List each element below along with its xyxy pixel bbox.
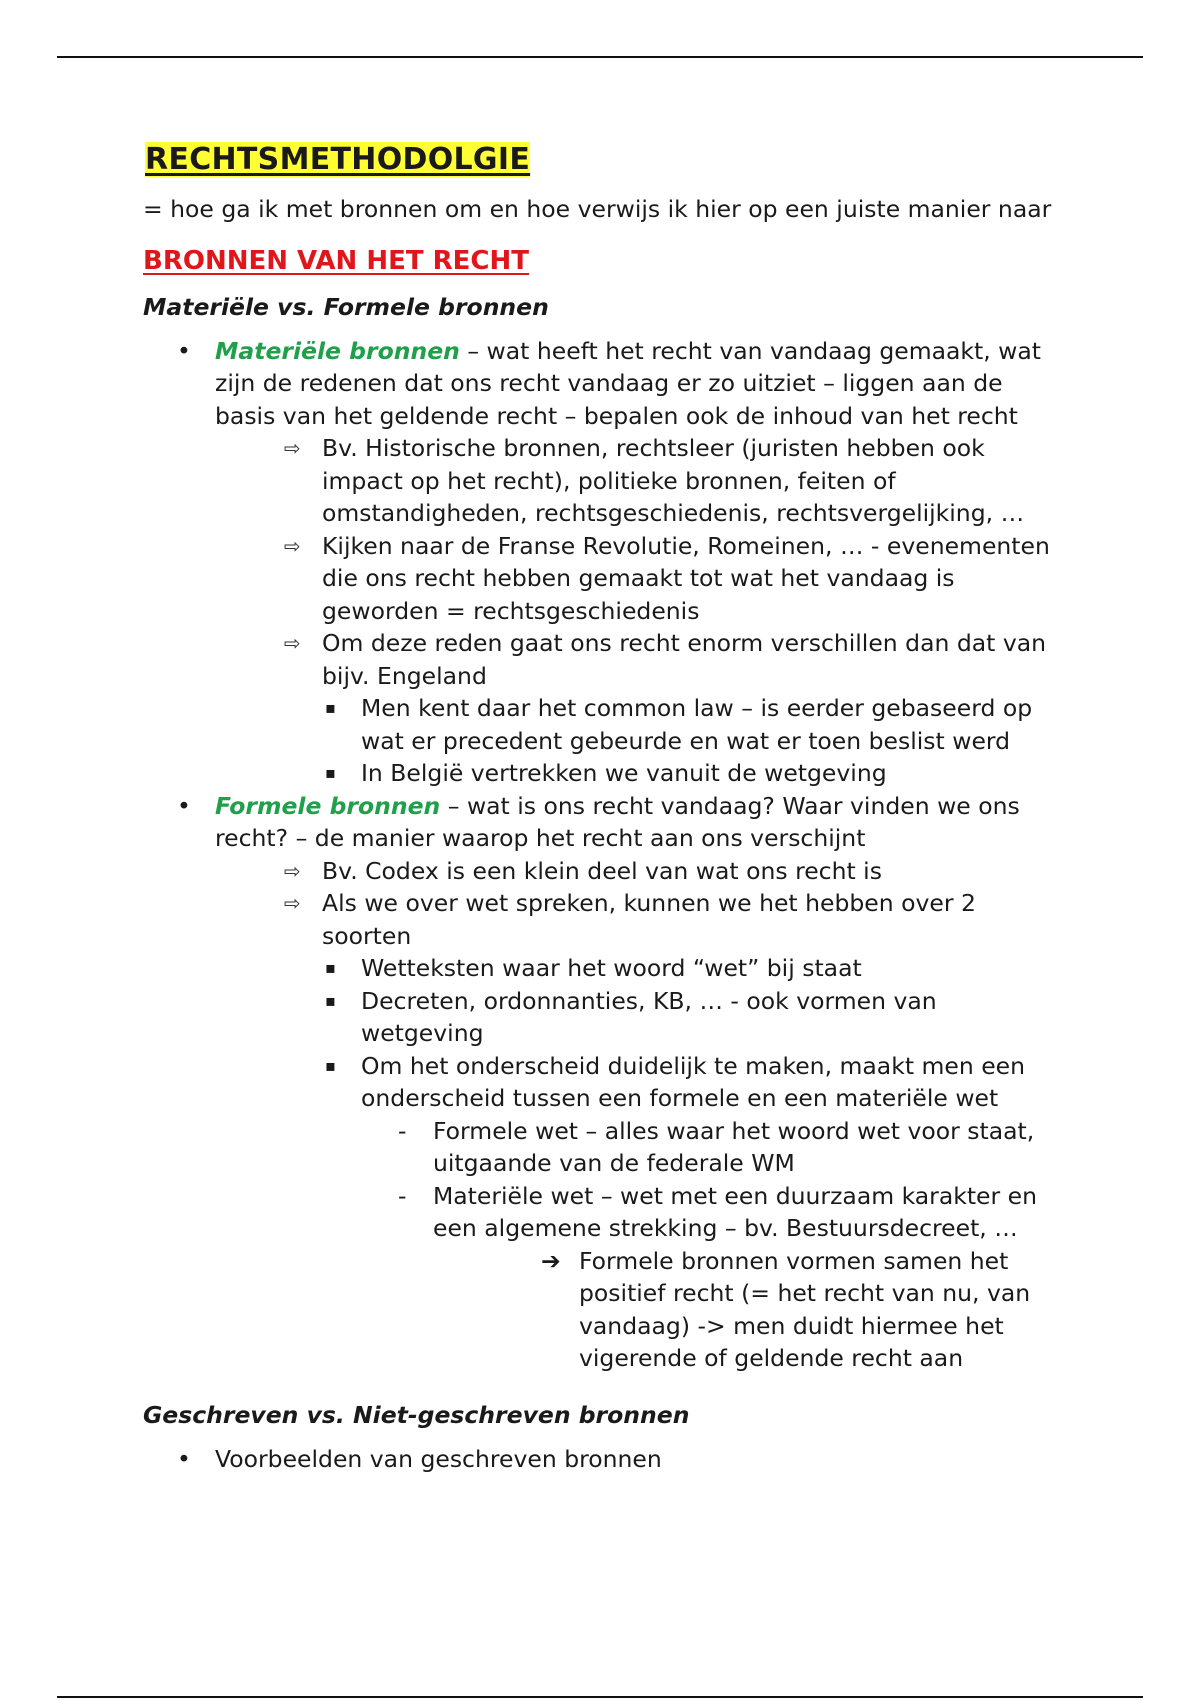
arrow-icon: ⇨ <box>284 436 301 460</box>
list-item <box>143 692 1063 757</box>
page-title: RECHTSMETHODOLGIE <box>145 142 531 177</box>
arrow-icon: ⇨ <box>284 631 301 655</box>
materiele-wet-definition: Materiële wet – wet met een duurzaam karakter en een algemene strekking – bv. Bestuursdecreet, … <box>433 1181 1038 1242</box>
materiele-detail: Men kent daar het common law – is eerder gebaseerd op wat er precedent gebeurde en wat er toen beslist werd <box>361 694 1033 755</box>
materiele-description: – wat heeft het recht van vandaag gemaakt, wat zijn de redenen dat ons recht vandaag er zo uitziet – liggen aan de basis van het geldende recht – bepalen ook de inhoud van het recht <box>215 336 1041 430</box>
materiele-example: Kijken naar de Franse Revolutie, Romeinen, … - evenementen die ons recht hebben gemaakt tot wat het vandaag is geworden = rechtsgeschiedenis <box>322 531 1050 625</box>
materiele-example: Bv. Historische bronnen, rechtsleer (juristen hebben ook impact op het recht), politieke bronnen, feiten of omstandigheden, rechtsgeschiedenis, rechtsvergelijking, … <box>322 434 1025 527</box>
formele-detail: Wetteksten waar het woord “wet” bij staat <box>361 954 862 982</box>
square-bullet-icon: ▪ <box>325 763 336 782</box>
list-item-conclusion <box>143 1245 1063 1375</box>
formele-example: Als we over wet spreken, kunnen we het hebben over 2 soorten <box>322 889 976 950</box>
list-item-formele-bronnen <box>143 790 1063 855</box>
formele-detail: Om het onderscheid duidelijk te maken, maakt men een onderscheid tussen een formele en een materiële wet <box>361 1051 1026 1112</box>
list-item <box>143 855 1063 888</box>
list-item <box>143 985 1063 1050</box>
bullet-icon: • <box>177 791 191 820</box>
footer-rule <box>57 1696 1143 1698</box>
formele-detail: Decreten, ordonnanties, KB, … - ook vormen van wetgeving <box>361 986 937 1047</box>
formele-example: Bv. Codex is een klein deel van wat ons recht is <box>322 856 882 885</box>
intro-definition: = hoe ga ik met bronnen om en hoe verwijs ik hier op een juiste manier naar <box>143 195 1052 223</box>
square-bullet-icon: ▪ <box>325 1055 336 1075</box>
formele-description: – wat is ons recht vandaag? Waar vinden we ons recht? – de manier waarop het recht aan ons verschijnt <box>215 791 1020 852</box>
subheading-materiele-formele: Materiële vs. Formele bronnen <box>143 292 549 321</box>
square-bullet-icon: ▪ <box>325 958 336 977</box>
conclusion-text: Formele bronnen vormen samen het positief recht (= het recht van nu, van vandaag) -> men duidt hiermee het vigerende of geldende recht aan <box>579 1246 1031 1372</box>
dash-bullet-icon: - <box>398 1181 407 1210</box>
list-item-materiele-bronnen <box>143 335 1063 433</box>
list-item <box>143 627 1063 692</box>
list-item-geschreven <box>143 1443 1063 1476</box>
section-heading: BRONNEN VAN HET RECHT <box>143 245 529 276</box>
formele-wet-definition: Formele wet – alles waar het woord wet voor staat, uitgaande van de federale WM <box>433 1116 1035 1177</box>
document-page <box>143 142 1063 1475</box>
list-item <box>143 1050 1063 1115</box>
list-item <box>143 952 1063 985</box>
header-rule <box>57 56 1143 58</box>
dash-bullet-icon: - <box>398 1116 407 1145</box>
geschreven-text: Voorbeelden van geschreven bronnen <box>215 1444 662 1473</box>
list-item <box>143 887 1063 952</box>
list-item <box>143 1180 1063 1245</box>
list-item <box>143 530 1063 628</box>
list-item <box>143 432 1063 530</box>
arrow-icon: ⇨ <box>284 858 301 883</box>
list-item <box>143 1115 1063 1180</box>
bold-arrow-icon: ➔ <box>541 1246 561 1275</box>
arrow-icon: ⇨ <box>284 533 301 558</box>
materiele-detail: In België vertrekken we vanuit de wetgeving <box>361 759 887 787</box>
term-materiele-bronnen: Materiële bronnen <box>215 336 460 365</box>
arrow-icon: ⇨ <box>284 891 301 915</box>
list-item <box>143 757 1063 790</box>
square-bullet-icon: ▪ <box>325 990 336 1010</box>
bullet-icon: • <box>177 1444 191 1473</box>
bullet-icon: • <box>177 336 191 365</box>
materiele-example: Om deze reden gaat ons recht enorm verschillen dan dat van bijv. Engeland <box>322 629 1047 690</box>
square-bullet-icon: ▪ <box>325 698 336 717</box>
term-formele-bronnen: Formele bronnen <box>215 791 441 820</box>
subheading-geschreven: Geschreven vs. Niet-geschreven bronnen <box>143 1400 690 1429</box>
